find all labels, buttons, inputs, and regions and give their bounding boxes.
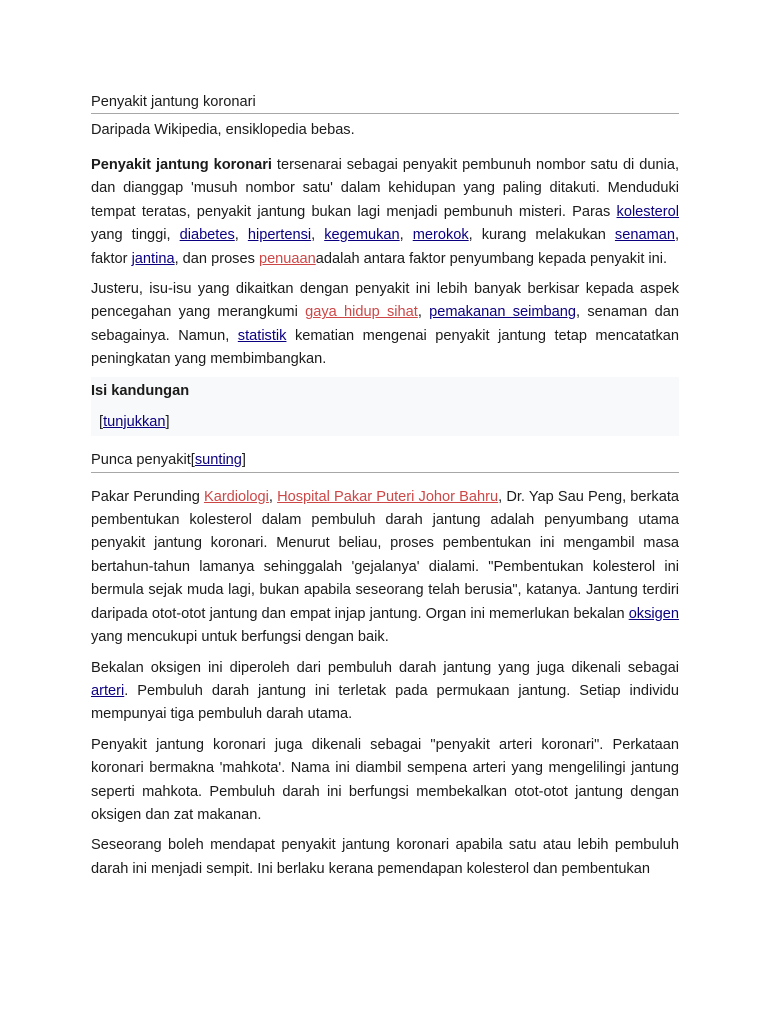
link-senaman[interactable]: senaman: [614, 227, 675, 244]
toc-show-link[interactable]: tunjukkan: [103, 413, 166, 430]
text-span: , dan proses: [174, 250, 259, 267]
bracket: [: [190, 451, 195, 468]
link-statistik[interactable]: statistik: [237, 327, 287, 344]
intro-paragraph-1: [91, 154, 679, 271]
intro-paragraph-2: [91, 278, 679, 372]
link-hospital[interactable]: Hospital Pakar Puteri Johor Bahru: [277, 488, 499, 505]
text-span: Justeru, isu-isu yang dikaitkan dengan penyakit ini lebih banyak berkisar kepada aspek pencegahan yang merangkumi: [91, 281, 679, 321]
bracket: [: [99, 413, 104, 430]
text-span: , kurang melakukan: [468, 227, 615, 244]
text-span: kematian mengenai penyakit jantung tetap mencatatkan peningkatan yang membimbangkan.: [91, 327, 679, 368]
lead-term: Penyakit jantung koronari: [91, 157, 272, 173]
separator: ,: [234, 227, 248, 244]
link-merokok[interactable]: merokok: [412, 227, 469, 244]
separator: ,: [399, 227, 413, 244]
link-pemakanan-seimbang[interactable]: pemakanan seimbang: [429, 304, 576, 321]
toc-toggle: [91, 412, 679, 432]
body-paragraph-4: Seseorang boleh mendapat penyakit jantung koronari apabila satu atau lebih pembuluh darah ini menjadi sempit. Ini berlaku kerana pemendapan kolesterol dan pembentukan: [91, 837, 679, 877]
article-content: [91, 93, 679, 881]
page-title: Penyakit jantung koronari: [91, 93, 679, 114]
link-arteri[interactable]: arteri: [91, 682, 125, 699]
text-span: , senaman dan sebagainya. Namun,: [91, 304, 679, 344]
link-oksigen[interactable]: oksigen: [628, 605, 679, 622]
section-heading: [91, 450, 679, 473]
link-penuaan[interactable]: penuaan: [258, 250, 316, 267]
link-jantina[interactable]: jantina: [131, 250, 175, 267]
toc-title: Isi kandungan: [91, 382, 190, 399]
table-of-contents: [91, 377, 679, 436]
link-kolesterol[interactable]: kolesterol: [616, 203, 679, 220]
link-hipertensi[interactable]: hipertensi: [247, 227, 312, 244]
separator: ,: [311, 227, 325, 244]
separator: ,: [268, 488, 278, 505]
text-span: . Pembuluh darah jantung ini terletak pada permukaan jantung. Setiap individu mempunyai tiga pembuluh darah utama.: [91, 682, 679, 723]
text-span: yang mencukupi untuk berfungsi dengan baik.: [91, 629, 389, 646]
page-subtitle: Daripada Wikipedia, ensiklopedia bebas.: [91, 122, 355, 138]
text-span: adalah antara faktor penyumbang kepada penyakit ini.: [315, 250, 668, 267]
link-kardiologi[interactable]: Kardiologi: [203, 488, 269, 505]
text-span: yang tinggi,: [91, 227, 180, 244]
body-paragraph-2: [91, 657, 679, 727]
body-paragraph-1: [91, 486, 679, 650]
text-span: Bekalan oksigen ini diperoleh dari pembuluh darah jantung yang juga dikenali sebagai: [91, 659, 679, 676]
body-paragraph-3: Penyakit jantung koronari juga dikenali sebagai "penyakit arteri koronari". Perkataan koronari bermakna 'mahkota'. Nama ini diambil sempena arteri yang mengelilingi jantung seperti mahkota. Pembuluh darah ini berfungsi membekalkan otot-otot jantung dengan oksigen dan zat makanan.: [91, 736, 679, 823]
section-title: Punca penyakit: [91, 451, 191, 468]
text-span: , faktor: [91, 227, 680, 267]
bracket: ]: [241, 451, 246, 468]
text-span: Pakar Perunding: [91, 488, 204, 505]
link-diabetes[interactable]: diabetes: [179, 227, 235, 244]
link-gaya-hidup-sihat[interactable]: gaya hidup sihat: [305, 304, 418, 321]
text-span: tersenarai sebagai penyakit pembunuh nombor satu di dunia, dan dianggap 'musuh nombor satu' dalam kehidupan yang paling ditakuti. Menduduki tempat teratas, penyakit jantung bukan lagi menjadi pembunuh misteri. Paras: [91, 157, 680, 220]
separator: ,: [417, 304, 430, 321]
text-span: , Dr. Yap Sau Peng, berkata pembentukan kolesterol dalam pembuluh darah jantung adalah penyumbang utama penyakit jantung koronari. Menurut beliau, proses pembentukan ini mengambil masa bertahun-tahun lamanya sehinggalah 'gejalanya' dialami. "Pembentukan kolesterol ini bermula sejak muda lagi, bukan apabila seseorang telah berusia", katanya. Jantung terdiri daripada otot-otot jantung dan empat injap jantung. Organ ini memerlukan bekalan: [91, 488, 679, 622]
link-kegemukan[interactable]: kegemukan: [324, 227, 400, 244]
bracket: ]: [165, 413, 170, 430]
section-edit-link[interactable]: sunting: [194, 451, 242, 468]
